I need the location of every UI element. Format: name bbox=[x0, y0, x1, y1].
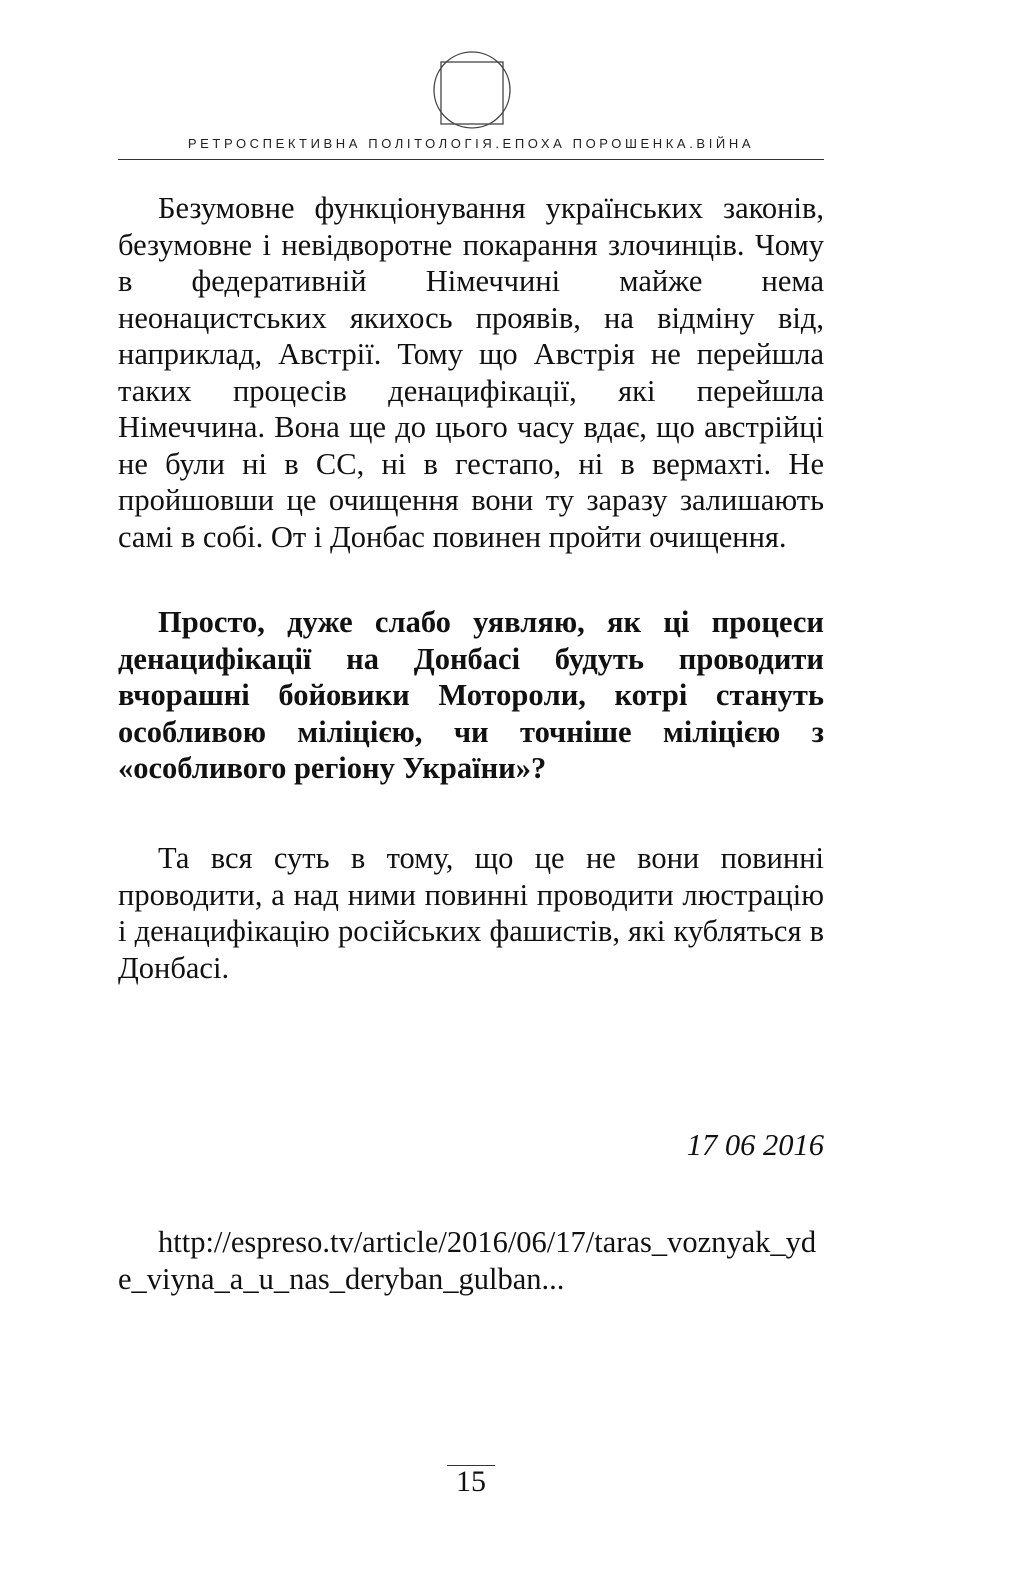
answer-paragraph: Та вся суть в тому, що це не вони повинні проводити, а над ними повинні проводити люстрацію і денацифікацію російських фашистів, які кубляться в Донбасі. bbox=[118, 841, 824, 985]
page-number: 15 bbox=[456, 1465, 486, 1498]
running-header: РЕТРОСПЕКТИВНА ПОЛІТОЛОГІЯ.ЕПОХА ПОРОШЕНКА.ВІЙНА bbox=[187, 136, 755, 151]
body-paragraph: Безумовне функціонування українських законів, безумовне і невідворотне покарання злочинців. Чому в федеративній Німеччині майже нема неонацистських якихось проявів, на відміну від, наприклад, Австрії. Тому що Австрія не перейшла таких процесів денацифікації, які перейшла Німеччина. Вона ще до цього часу вдає, що австрійці не були ні в СС, ні в гестапо, ні в вермахті. Не пройшовши це очищення вони ту заразу залишають самі в собі. От і Донбас повинен пройти очищення. bbox=[118, 191, 824, 554]
page-footer bbox=[447, 1465, 495, 1498]
header-divider bbox=[118, 159, 824, 160]
source-url: http://espreso.tv/article/2016/06/17/taras_voznyak_yde_viyna_a_u_nas_deryban_gulban... bbox=[118, 1225, 817, 1296]
circle-square-logo-icon bbox=[432, 50, 512, 130]
publication-date: 17 06 2016 bbox=[686, 1128, 824, 1162]
question-paragraph: Просто, дуже слабо уявляю, як ці процеси денацифікації на Донбасі будуть проводити вчорашні бойовики Моторoли, котрі стануть особливою міліцією, чи точніше міліцією з «особливого регіону України»? bbox=[118, 605, 824, 785]
